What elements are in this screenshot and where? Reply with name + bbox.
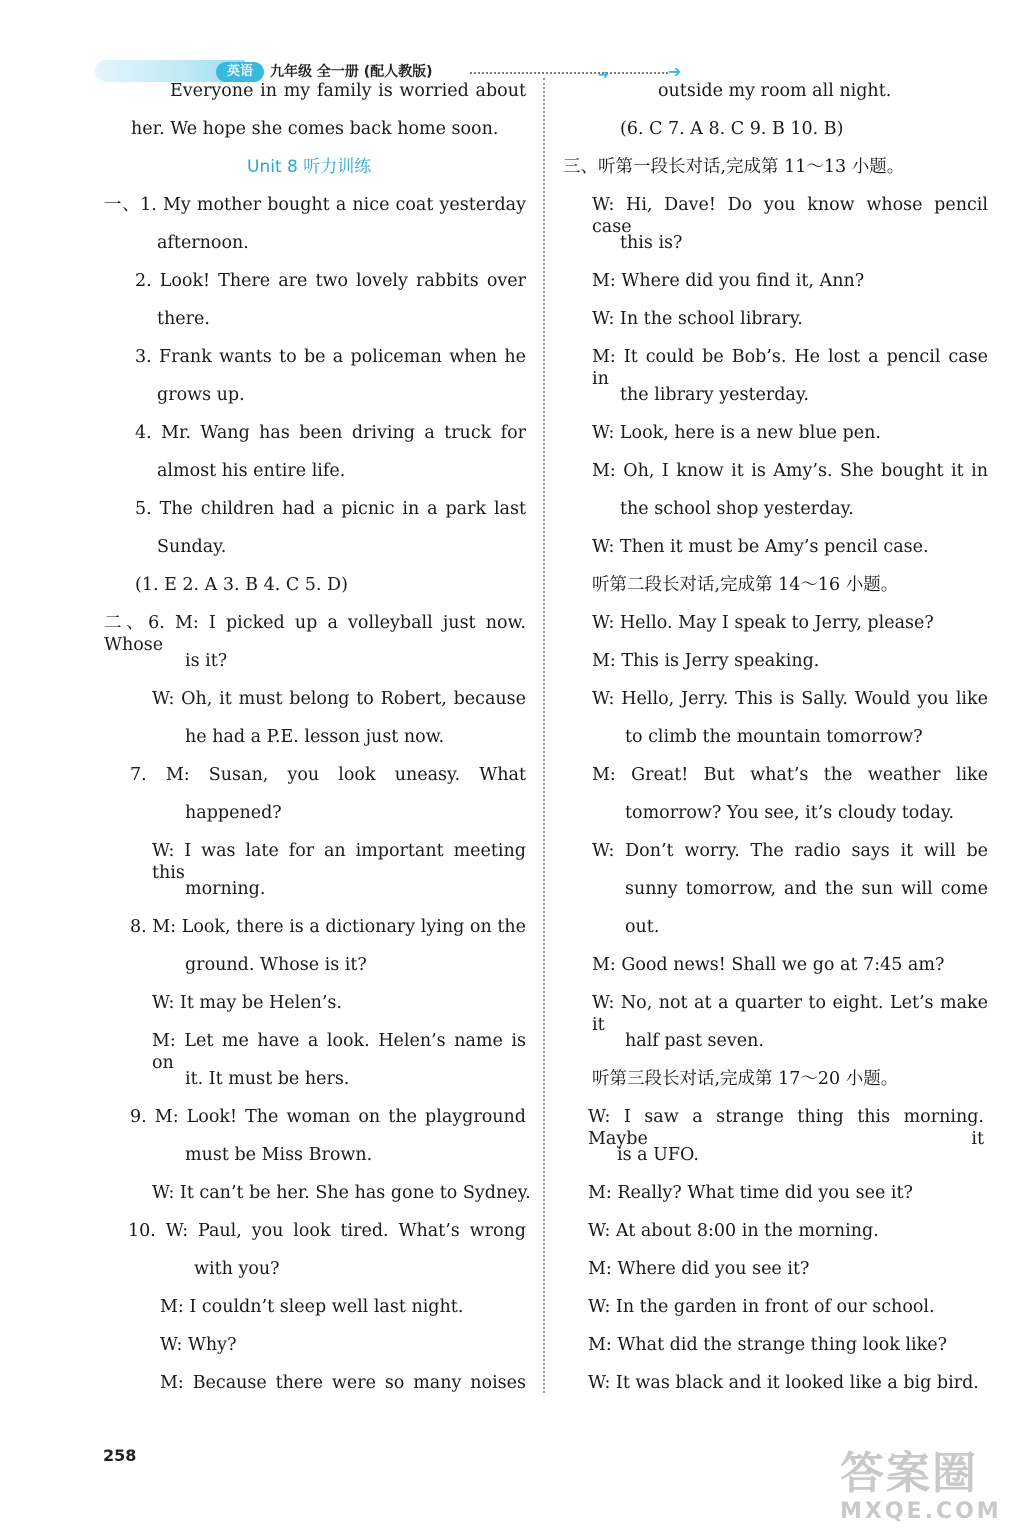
subject-badge: 英语 [216, 62, 264, 82]
text-line: the school shop yesterday. [620, 499, 854, 519]
book-title: 九年级 全一册 (配人教版) [270, 64, 433, 80]
text-line: is a UFO. [617, 1145, 699, 1165]
text-line: Sunday. [157, 537, 227, 557]
text-line: 2. Look! There are two lovely rabbits over [135, 271, 526, 291]
text-line: M: What did the strange thing look like? [588, 1335, 947, 1355]
text-line: tomorrow? You see, it’s cloudy today. [625, 803, 955, 823]
text-line: 听第二段长对话,完成第 14～16 小题。 [592, 575, 899, 595]
header-dotted-line [470, 72, 668, 74]
text-line: M: This is Jerry speaking. [592, 651, 820, 671]
text-line: 听第三段长对话,完成第 17～20 小题。 [592, 1069, 899, 1089]
text-line: W: I was late for an important meeting this [152, 841, 526, 883]
text-line: W: Then it must be Amy’s pencil case. [592, 537, 929, 557]
text-line: W: It may be Helen’s. [152, 993, 342, 1013]
text-line: 10. W: Paul, you look tired. What’s wrong [128, 1221, 526, 1241]
text-line: M: I couldn’t sleep well last night. [160, 1297, 464, 1317]
text-line: W: In the garden in front of our school. [588, 1297, 935, 1317]
text-line: the library yesterday. [620, 385, 809, 405]
text-line: almost his entire life. [157, 461, 346, 481]
text-line: W: No, not at a quarter to eight. Let’s make it [592, 993, 988, 1035]
unit-title: Unit 8 听力训练 [247, 157, 372, 177]
text-line: 5. The children had a picnic in a park last [135, 499, 526, 519]
text-line: M: Where did you see it? [588, 1259, 810, 1279]
text-line: outside my room all night. [658, 81, 892, 101]
text-line: W: Hello, Jerry. This is Sally. Would you like [592, 689, 988, 709]
text-line: W: Don’t worry. The radio says it will be [592, 841, 988, 861]
text-line: to climb the mountain tomorrow? [625, 727, 923, 747]
text-line: sunny tomorrow, and the sun will come [625, 879, 988, 899]
text-line: M: Because there were so many noises [160, 1373, 526, 1393]
text-line: with you? [194, 1259, 280, 1279]
text-line: M: Where did you find it, Ann? [592, 271, 865, 291]
text-line: her. We hope she comes back home soon. [131, 119, 499, 139]
text-line: (1. E 2. A 3. B 4. C 5. D) [135, 575, 348, 595]
text-line: W: It was black and it looked like a big bird. [588, 1373, 979, 1393]
text-line: W: Hi, Dave! Do you know whose pencil case [592, 195, 988, 237]
text-line: 9. M: Look! The woman on the playground [130, 1107, 526, 1127]
text-line: W: In the school library. [592, 309, 803, 329]
text-line: M: It could be Bob’s. He lost a pencil case in [592, 347, 988, 389]
text-line: W: Why? [160, 1335, 237, 1355]
text-line: W: Look, here is a new blue pen. [592, 423, 881, 443]
text-line: M: Great! But what’s the weather like [592, 765, 988, 785]
text-line: W: Oh, it must belong to Robert, because [152, 689, 526, 709]
text-line: 三、听第一段长对话,完成第 11～13 小题。 [563, 157, 905, 177]
column-divider [543, 78, 545, 1393]
text-line: morning. [185, 879, 266, 899]
text-line: 8. M: Look, there is a dictionary lying on the [130, 917, 526, 937]
text-line: W: I saw a strange thing this morning. Maybe it [588, 1107, 984, 1149]
text-line: W: Hello. May I speak to Jerry, please? [592, 613, 934, 633]
text-line: half past seven. [625, 1031, 764, 1051]
arrow-right-icon: ➔ [598, 68, 609, 83]
text-line: W: It can’t be her. She has gone to Sydney. [152, 1183, 531, 1203]
text-line: out. [625, 917, 660, 937]
text-line: he had a P.E. lesson just now. [185, 727, 445, 747]
watermark-bottom: MXQE.COM [840, 1499, 1002, 1524]
text-line: afternoon. [157, 233, 249, 253]
text-line: 4. Mr. Wang has been driving a truck for [135, 423, 526, 443]
text-line: M: Really? What time did you see it? [588, 1183, 913, 1203]
watermark-top: 答案圈 [840, 1448, 978, 1499]
text-line: it. It must be hers. [185, 1069, 350, 1089]
text-line: is it? [185, 651, 228, 671]
watermark [840, 1448, 1000, 1528]
text-line: grows up. [157, 385, 245, 405]
text-line: M: Oh, I know it is Amy’s. She bought it in [592, 461, 988, 481]
page-number: 258 [103, 1446, 137, 1465]
text-line: 3. Frank wants to be a policeman when he [135, 347, 526, 367]
arrow-right-icon: ➔ [668, 62, 682, 81]
text-line: 一、1. My mother bought a nice coat yesterday [104, 195, 526, 215]
text-line: must be Miss Brown. [185, 1145, 373, 1165]
text-line: Everyone in my family is worried about [170, 81, 526, 101]
page-header [0, 28, 690, 83]
text-line: 二、6. M: I picked up a volleyball just now. Whose [104, 613, 526, 655]
text-line: M: Let me have a look. Helen’s name is on [152, 1031, 526, 1073]
text-line: 7. M: Susan, you look uneasy. What [130, 765, 526, 785]
text-line: happened? [185, 803, 282, 823]
text-line: there. [157, 309, 210, 329]
text-line: M: Good news! Shall we go at 7:45 am? [592, 955, 945, 975]
text-line: W: At about 8:00 in the morning. [588, 1221, 879, 1241]
text-line: (6. C 7. A 8. C 9. B 10. B) [620, 119, 844, 139]
text-line: ground. Whose is it? [185, 955, 367, 975]
text-line: this is? [620, 233, 683, 253]
